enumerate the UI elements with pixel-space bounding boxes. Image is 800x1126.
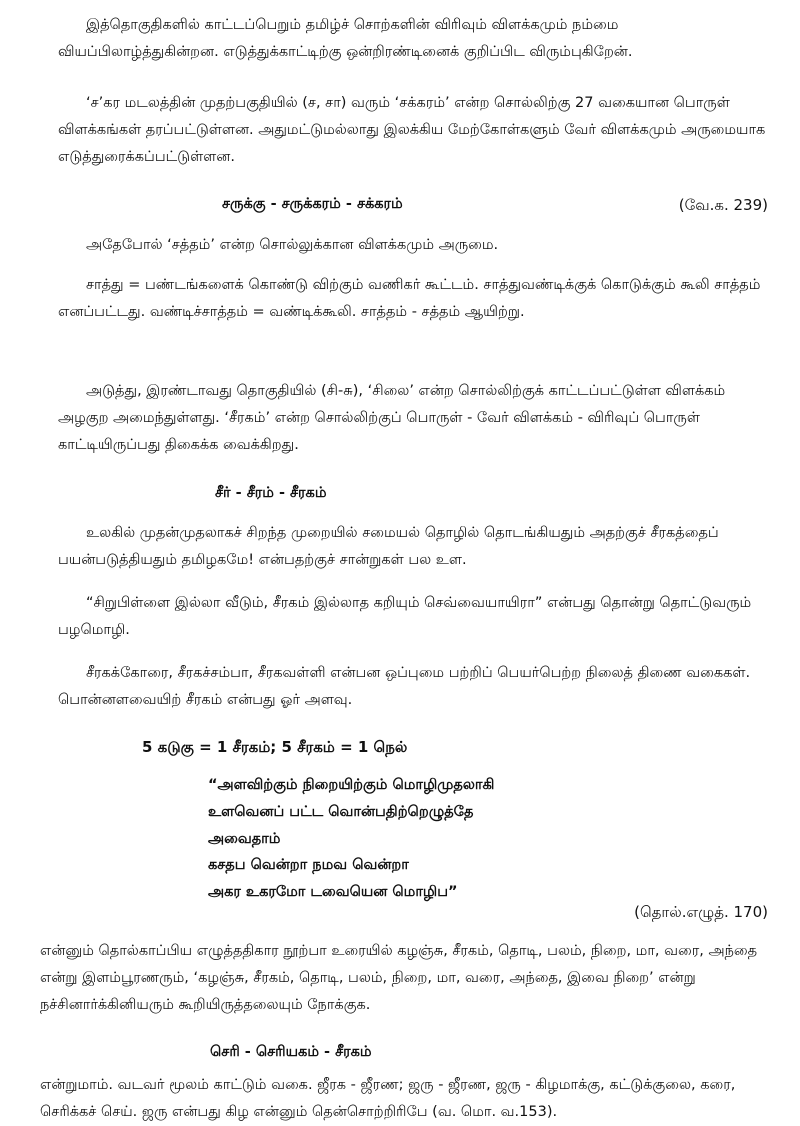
verse-line: “அளவிற்கும் நிறையிற்கும் மொழிமுதலாகி xyxy=(208,777,495,793)
verse-line: உளவெனப் பட்ட வொன்பதிற்றெழுத்தே xyxy=(208,803,474,820)
verse-line: அவைதாம் xyxy=(208,830,281,847)
etymology-heading-seriyagam: செரி - செரியகம் - சீரகம் xyxy=(210,1044,372,1060)
paragraph-cooking: உலகில் முதன்முதலாகச் சிறந்த முறையில் சமையல் தொழில் தொடங்கியதும் அதற்குச் சீரகத்தைப் பயன்படுத்தியதும் தமிழகமே! என்பதற்குச் சான்றுகள் பல உள. xyxy=(58,525,719,568)
paragraph-seeragam-intro: அடுத்து, இரண்டாவது தொகுதியில் (சி-சு), ‘சிலை’ என்ற சொல்லிற்குக் காட்டப்பட்டுள்ள விளக்கம் அழகுற அமைந்துள்ளது. ‘சீரகம்’ என்ற சொல்லிற்குப் பொருள் - வேர் விளக்கம் - விரிவுப் பொருள் காட்டியிருப்பது திகைக்க வைக்கிறது. xyxy=(58,383,726,453)
verse-line: அகர உகரமோ டவையென மொழிப” xyxy=(208,884,458,901)
paragraph-commentary: என்னும் தொல்காப்பிய எழுத்ததிகார நூற்பா உரையில் கழஞ்சு, சீரகம், தொடி, பலம், நிறை, மா, வரை, அந்தை என்று இளம்பூரணரும், ‘கழஞ்சு, சீரகம், தொடி, பலம், நிறை, மா, வரை, அந்தை, இவை நிறை’ என்று நச்சினார்க்கினியரும் கூறியிருத்தலையும் நோக்குக. xyxy=(40,943,758,1013)
paragraph-saththam: அதேபோல் ‘சத்தம்’ என்ற சொல்லுக்கான விளக்கமும் அருமை. xyxy=(86,237,499,253)
etymology-heading-seeragam: சீர் - சீரம் - சீரகம் xyxy=(215,485,327,501)
verse-line: கசதப வென்றா நமவ வென்றா xyxy=(208,857,409,874)
paragraph-saaththu: சாத்து = பண்டங்களைக் கொண்டு விற்கும் வணிகர் கூட்டம். சாத்துவண்டிக்குக் கொடுக்கும் கூலி சாத்தம் எனப்பட்டது. வண்டிச்சாத்தம் = வண்டிக்கூலி. சாத்தம் - சத்தம் ஆயிற்று. xyxy=(58,277,761,320)
paragraph-sanskrit-origin: என்றுமாம். வடவர் மூலம் காட்டும் வகை. ஜீரக - ஜீரண; ஜரு - ஜீரண, ஜரு - கிழமாக்கு, கட்டுக்குலை, கரை, செரிக்கச் செய். ஜரு என்பது கிழ என்னும் தென்சொற்றிரிபே (வ. மொ. வ.153). xyxy=(40,1077,736,1120)
measure-equation: 5 கடுகு = 1 சீரகம்; 5 சீரகம் = 1 நெல் xyxy=(142,738,408,756)
etymology-heading-chakkaram: சருக்கு - சருக்கரம் - சக்கரம் xyxy=(222,196,403,212)
reference-citation-2: (தொல்.எழுத். 170) xyxy=(634,903,768,921)
reference-citation-1: (வே.க. 239) xyxy=(678,196,768,214)
tholkappiyam-verse xyxy=(208,772,494,906)
paragraph-proverb: “சிறுபிள்ளை இல்லா வீடும், சீரகம் இல்லாத கறியும் செவ்வையாயிரா” என்பது தொன்று தொட்டுவரும் பழமொழி. xyxy=(58,595,752,638)
paragraph-varieties: சீரகக்கோரை, சீரகச்சம்பா, சீரகவள்ளி என்பன ஒப்புமை பற்றிப் பெயர்பெற்ற நிலைத் திணை வகைகள். பொன்னளவையிற் சீரகம் என்பது ஓர் அளவு. xyxy=(58,665,751,708)
paragraph-intro: இத்தொகுதிகளில் காட்டப்பெறும் தமிழ்ச் சொற்களின் விரிவும் விளக்கமும் நம்மை வியப்பிலாழ்த்துகின்றன. எடுத்துக்காட்டிற்கு ஒன்றிரண்டினைக் குறிப்பிட விரும்புகிறேன். xyxy=(58,17,633,60)
paragraph-chakkaram: ‘ச’கர மடலத்தின் முதற்பகுதியில் (ச, சா) வரும் ‘சக்கரம்’ என்ற சொல்லிற்கு 27 வகையான பொருள் விளக்கங்கள் தரப்பட்டுள்ளன. அதுமட்டுமல்லாது இலக்கிய மேற்கோள்களும் வேர் விளக்கமும் அருமையாக எடுத்துரைக்கப்பட்டுள்ளன. xyxy=(58,95,766,165)
